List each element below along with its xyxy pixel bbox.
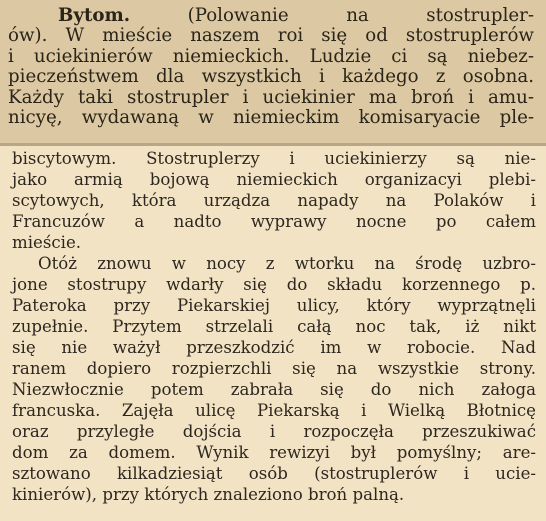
- article-line: Każdy taki stostrupler i uciekinier ma broń i amu-: [8, 87, 534, 108]
- article-line: jone stostrupy wdarły się do składu korzennego p.: [12, 275, 536, 294]
- article-paragraph-start: Otóż znowu w nocy z wtorku na środę uzbro-: [38, 254, 536, 273]
- article-line: Pateroka przy Piekarskiej ulicy, który wyprzątnęli: [12, 296, 536, 315]
- article-line: Niezwłocznie potem zabrała się do nich załoga: [12, 380, 536, 399]
- article-top-column: [0, 0, 546, 143]
- article-line: ranem dopiero rozpierzchli się na wszystkie strony.: [12, 359, 536, 378]
- article-line: Francuzów a nadto wyprawy nocne po całem: [12, 212, 536, 231]
- article-bottom-column: [0, 146, 546, 521]
- article-line: sztowano kilkadziesiąt osób (stostruplerów i ucie-: [12, 464, 536, 483]
- article-line: jako armią bojową niemieckich organizacyi plebi-: [12, 170, 536, 189]
- article-first-line: [58, 6, 534, 26]
- article-headline: Bytom.: [58, 5, 131, 26]
- article-line: dom za domem. Wynik rewizyi był pomyślny; are-: [12, 443, 536, 462]
- article-line: pieczeństwem dla wszystkich i każdego z osobna.: [8, 66, 534, 87]
- article-line: (Polowanie na stostrupler-: [187, 5, 534, 26]
- article-line: się nie ważył przeszkodzić im w robocie. Nad: [12, 338, 536, 357]
- article-line: ów). W mieście naszem roi się od stostruplerów: [8, 25, 534, 46]
- article-line: i uciekinierów niemieckich. Ludzie ci są niebez-: [8, 46, 534, 67]
- article-line: biscytowym. Stostruplerzy i uciekinierzy są nie-: [12, 149, 536, 168]
- article-line: nicyę, wydawaną w niemieckim komisaryacie ple-: [8, 107, 534, 128]
- article-line: oraz przyległe dojścia i rozpoczęła przeszukiwać: [12, 422, 536, 441]
- article-line: francuska. Zajęła ulicę Piekarską i Wielką Błotnicę: [12, 401, 536, 420]
- article-line: zupełnie. Przytem strzelali całą noc tak, iż nikt: [12, 317, 536, 336]
- article-line: kinierów), przy których znaleziono broń palną.: [12, 485, 405, 504]
- article-line: scytowych, która urządza napady na Polaków i: [12, 191, 536, 210]
- article-line: mieście.: [12, 233, 82, 252]
